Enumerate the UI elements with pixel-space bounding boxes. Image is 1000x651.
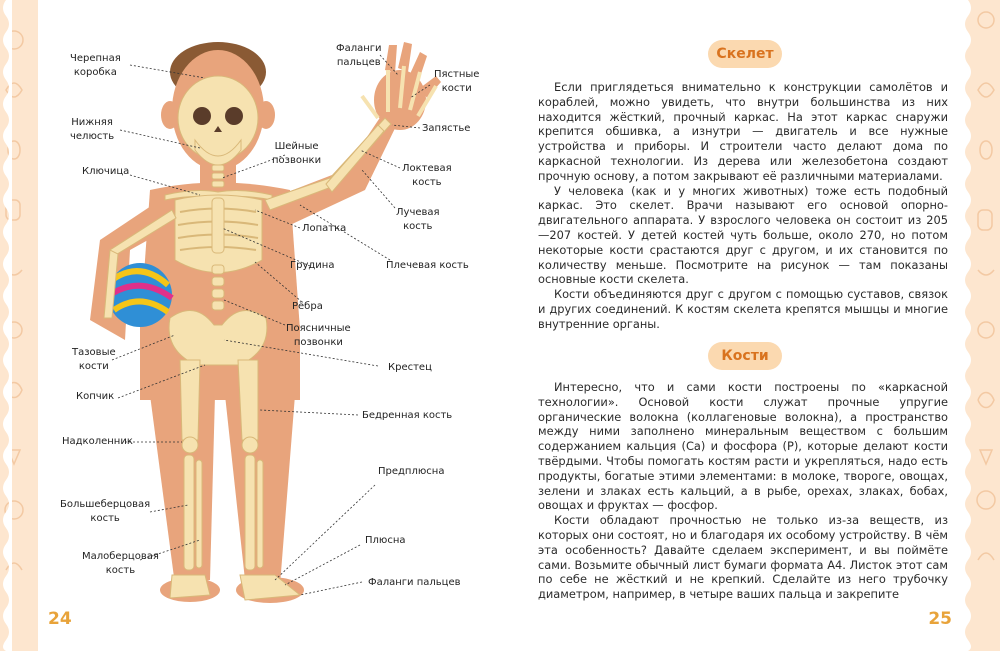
page-number-left: 24 — [48, 609, 72, 629]
label-pelvic: Тазовые кости — [72, 347, 116, 372]
label-wrist: Запястье — [422, 123, 471, 134]
paragraph: Если приглядеться внимательно к конструкции самолётов и кораблей, можно увидеть, что внутри большинства из них находится жёсткий, прочный каркас. На этот каркас снаружи крепится обшивка, а изнутри — двигатель и все нужные устройства и приборы. И строители часто делают дома по каркасной технологии. Из дерева или железобетона создают прочную основу, а потом закрывают её различными материалами. — [538, 80, 948, 183]
page-number-right: 25 — [928, 609, 952, 629]
label-fibula: Малоберцовая кость — [82, 551, 159, 576]
label-clavicle: Ключица — [82, 166, 130, 177]
label-metacarpals: Пястные кости — [434, 69, 480, 94]
label-sternum: Грудина — [290, 260, 335, 271]
label-neck-vertebrae: Шейные позвонки — [272, 141, 322, 166]
section-body-skeleton — [538, 80, 948, 332]
label-toe-phalanges: Фаланги пальцев — [368, 577, 461, 588]
section-heading-bones: Кости — [708, 342, 782, 370]
label-patella: Надколенник — [62, 436, 133, 447]
label-finger-phalanges: Фаланги пальцев — [336, 43, 382, 68]
label-femur: Бедренная кость — [362, 410, 453, 421]
label-metatarsus: Плюсна — [365, 535, 406, 546]
label-ribs: Рёбра — [292, 301, 323, 312]
section-body-bones — [538, 380, 948, 602]
label-humerus: Плечевая кость — [386, 260, 469, 271]
label-scapula: Лопатка — [302, 223, 347, 234]
label-radius: Лучевая кость — [396, 207, 440, 232]
label-sacrum: Крестец — [388, 362, 432, 373]
label-tarsus: Предплюсна — [378, 466, 445, 477]
label-coccyx: Копчик — [76, 391, 115, 402]
paragraph: Кости обладают прочностью не только из-за веществ, из которых они состоят, но и благодаря их особому устройству. В чём эта особенность? Давайте сделаем эксперимент, и вы поймёте сами. Возьмите обычный лист бумаги формата А4. Листок этот сам по себе не жёсткий и не крепкий. Сделайте из него трубочку диаметром, например, в четыре ваших пальца и закрепите — [538, 513, 948, 602]
label-elbow-bone: Локтевая кость — [402, 163, 452, 188]
label-tibia: Большеберцовая кость — [60, 499, 151, 524]
label-skull: Черепная коробка — [70, 53, 121, 78]
paragraph: Кости объединяются друг с другом с помощью суставов, связок и других соединений. К костям скелета крепятся мышцы и многие внутренние органы. — [538, 287, 948, 331]
section-heading-skeleton: Скелет — [708, 40, 782, 68]
paragraph: У человека (как и у многих животных) тоже есть подобный каркас. Это скелет. Врачи называют его основой опорно-двигательного аппарата. У взрослого человека он состоит из 205—207 костей. У детей костей чуть больше, около 270, но потом некоторые кости срастаются друг с другом, и их становится по количеству меньше. Посмотрите на рисунок — там показаны основные кости скелета. — [538, 183, 948, 287]
ball — [108, 263, 172, 327]
label-jaw: Нижняя челюсть — [70, 117, 115, 142]
paragraph: Интересно, что и сами кости построены по «каркасной технологии». Основой кости служат прочные упругие органические волокна (коллагеновые волокна), а пространство между ними заполнено минеральным веществом с большим содержанием кальция (Ca) и фосфора (P), которые делают кости твёрдыми. Чтобы помогать костям расти и укрепляться, надо есть продукты, богатые этими элементами: в молоке, твороге, овощах, зелени и злаках есть кальций, а в рыбе, орехах, злаках, бобах, овощах и фруктах — фосфор. — [538, 380, 948, 513]
label-lumbar: Поясничные позвонки — [286, 323, 351, 348]
wavy-edge-right — [962, 0, 974, 651]
right-decorative-border — [962, 0, 1000, 651]
